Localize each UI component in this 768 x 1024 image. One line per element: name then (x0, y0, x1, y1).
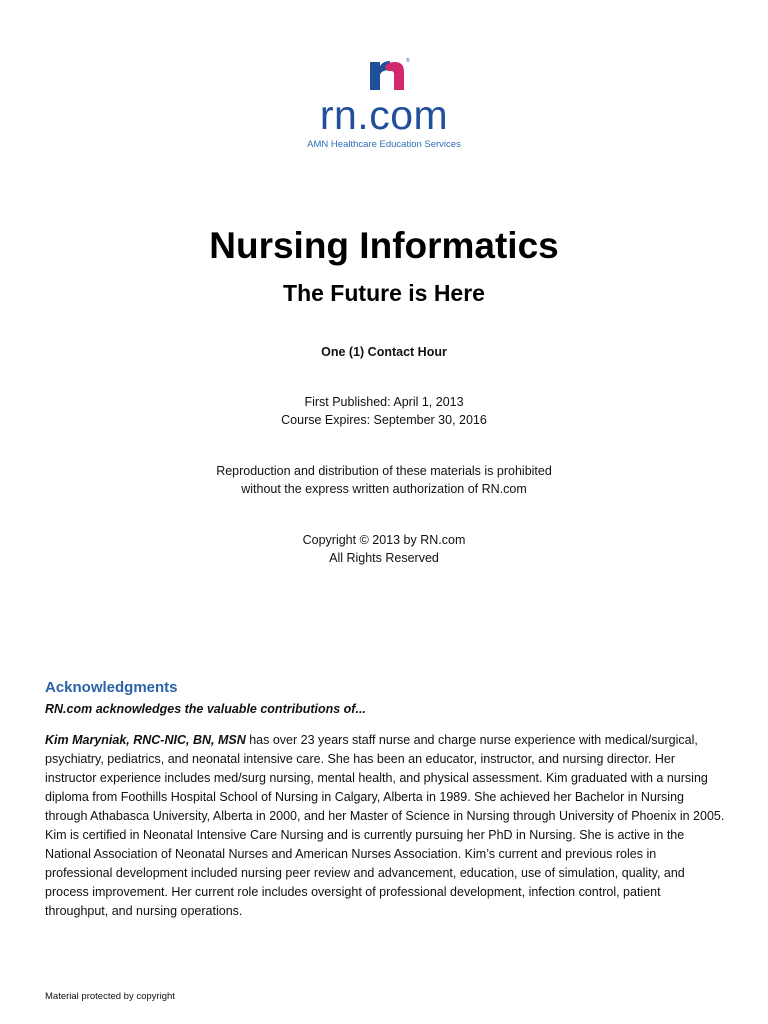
course-expires: Course Expires: September 30, 2016 (281, 413, 487, 427)
reproduction-notice-line-2: without the express written authorization of RN.com (241, 482, 527, 496)
contact-hours: One (1) Contact Hour (321, 345, 447, 359)
author-bio-text: has over 23 years staff nurse and charge nurse experience with medical/surgical, psychiatry, pediatrics, and neonatal intensive care. She has been an educator, instructor, and nursing director. Her instructor experience includes med/surg nursing, mental health, and physical assessment. Kim graduated with a nursing diploma from Foothills Hospital School of Nursing in Calgary, Alberta in 1989. She achieved her Bachelor in Nursing through Athabasca University, Alberta in 2000, and her Master of Science in Nursing through University of Phoenix in 2005. Kim is certified in Neonatal Intensive Care Nursing and is currently pursuing her PhD in Nursing. She is active in the National Association of Neonatal Nurses and American Nurses Association. Kim’s current and previous roles in professional development included nursing peer review and advancement, education, use of simulation, quality, and process improvement. Her current role includes oversight of professional development, infection control, patient throughput, and nursing operations. (45, 733, 725, 918)
logo-tagline: AMN Healthcare Education Services (307, 139, 461, 150)
rights-reserved: All Rights Reserved (329, 551, 439, 565)
copyright-footer: Material protected by copyright (45, 991, 175, 1002)
copyright-line: Copyright © 2013 by RN.com (302, 533, 466, 547)
logo-wordmark: rn.com (319, 92, 449, 138)
author-name: Kim Maryniak, RNC-NIC, BN, MSN (45, 733, 246, 747)
document-subtitle: The Future is Here (283, 280, 485, 306)
document-title: Nursing Informatics (209, 225, 559, 266)
registered-mark: ® (406, 58, 410, 64)
first-published: First Published: April 1, 2013 (304, 395, 464, 409)
rn-logo-icon (368, 56, 410, 92)
acknowledgments-heading: Acknowledgments (45, 679, 178, 696)
author-bio (45, 731, 727, 921)
acknowledgments-intro: RN.com acknowledges the valuable contributions of... (45, 702, 366, 716)
reproduction-notice-line-1: Reproduction and distribution of these materials is prohibited (216, 464, 552, 478)
